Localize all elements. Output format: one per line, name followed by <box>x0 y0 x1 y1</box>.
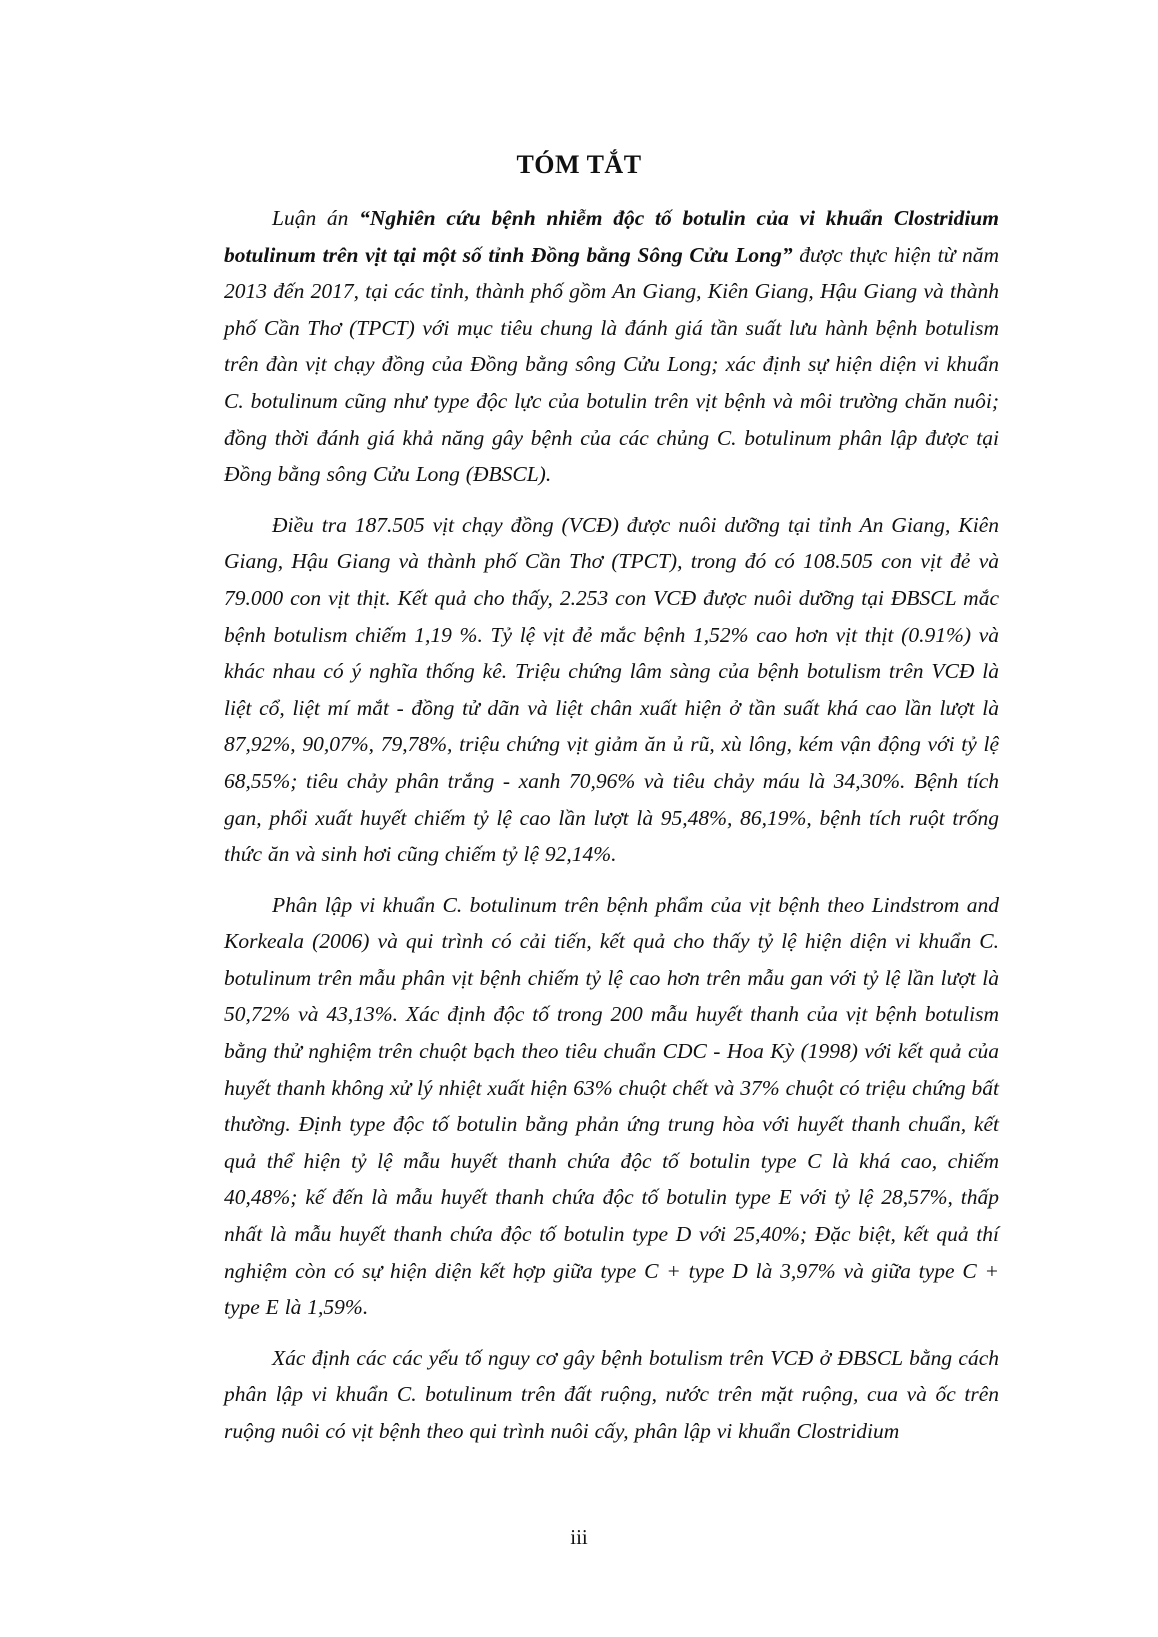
page-title: TÓM TẮT <box>516 150 642 179</box>
paragraph-2: Điều tra 187.505 vịt chạy đồng (VCĐ) được nuôi dưỡng tại tỉnh An Giang, Kiên Giang, Hậu Giang và thành phố Cần Thơ (TPCT), trong đó có 108.505 con vịt đẻ và 79.000 con vịt thịt. Kết quả cho thấy, 2.253 con VCĐ được nuôi dưỡng tại ĐBSCL mắc bệnh botulism chiếm 1,19 %. Tỷ lệ vịt đẻ mắc bệnh 1,52% cao hơn vịt thịt (0.91%) và khác nhau có ý nghĩa thống kê. Triệu chứng lâm sàng của bệnh botulism trên VCĐ là liệt cổ, liệt mí mắt - đồng tử dãn và liệt chân xuất hiện ở tần suất khá cao lần lượt là 87,92%, 90,07%, 79,78%, triệu chứng vịt giảm ăn ủ rũ, xù lông, kém vận động với tỷ lệ 68,55%; tiêu chảy phân trắng - xanh 70,96% và tiêu chảy máu là 34,30%. Bệnh tích gan, phổi xuất huyết chiếm tỷ lệ cao lần lượt là 95,48%, 86,19%, bệnh tích ruột trống thức ăn và sinh hơi cũng chiếm tỷ lệ 92,14%. <box>224 512 999 867</box>
page-number: iii <box>570 1525 588 1549</box>
paragraph-1 <box>224 200 999 493</box>
paragraph-4: Xác định các các yếu tố nguy cơ gây bệnh botulism trên VCĐ ở ĐBSCL bằng cách phân lập vi khuẩn C. botulinum trên đất ruộng, nước trên mặt ruộng, cua và ốc trên ruộng nuôi có vịt bệnh theo qui trình nuôi cấy, phân lập vi khuẩn Clostridium <box>224 1345 999 1443</box>
paragraph-3: Phân lập vi khuẩn C. botulinum trên bệnh phẩm của vịt bệnh theo Lindstrom and Korkeala (2006) và qui trình có cải tiến, kết quả cho thấy tỷ lệ hiện diện vi khuẩn C. botulinum trên mẫu phân vịt bệnh chiếm tỷ lệ cao hơn trên mẫu gan với tỷ lệ lần lượt là 50,72% và 43,13%. Xác định độc tố trong 200 mẫu huyết thanh của vịt bệnh botulism bằng thử nghiệm trên chuột bạch theo tiêu chuẩn CDC - Hoa Kỳ (1998) với kết quả của huyết thanh không xử lý nhiệt xuất hiện 63% chuột chết và 37% chuột có triệu chứng bất thường. Định type độc tố botulin bằng phản ứng trung hòa với huyết thanh chuẩn, kết quả thể hiện tỷ lệ mẫu huyết thanh chứa độc tố botulin type C là khá cao, chiếm 40,48%; kế đến là mẫu huyết thanh chứa độc tố botulin type E với tỷ lệ 28,57%, thấp nhất là mẫu huyết thanh chứa độc tố botulin type D với 25,40%; Đặc biệt, kết quả thí nghiệm còn có sự hiện diện kết hợp giữa type C + type D là 3,97% và giữa type C + type E là 1,59%. <box>224 892 999 1320</box>
paragraph-1-text: được thực hiện từ năm 2013 đến 2017, tại các tỉnh, thành phố gồm An Giang, Kiên Giang, Hậu Giang và thành phố Cần Thơ (TPCT) với mục tiêu chung là đánh giá tần suất lưu hành bệnh botulism trên đàn vịt chạy đồng của Đồng bằng sông Cửu Long; xác định sự hiện diện vi khuẩn C. botulinum cũng như type độc lực của botulin trên vịt bệnh và môi trường chăn nuôi; đồng thời đánh giá khả năng gây bệnh của các chủng C. botulinum phân lập được tại Đồng bằng sông Cửu Long (ĐBSCL). <box>224 242 1000 487</box>
summary-body <box>224 200 999 1464</box>
paragraph-1-prefix: Luận án <box>272 206 360 230</box>
thesis-title: “Nghiên cứu bệnh nhiễm độc tố botulin của vi khuẩn Clostridium botulinum trên vịt tại một số tỉnh Đồng bằng Sông Cửu Long” <box>224 206 999 267</box>
